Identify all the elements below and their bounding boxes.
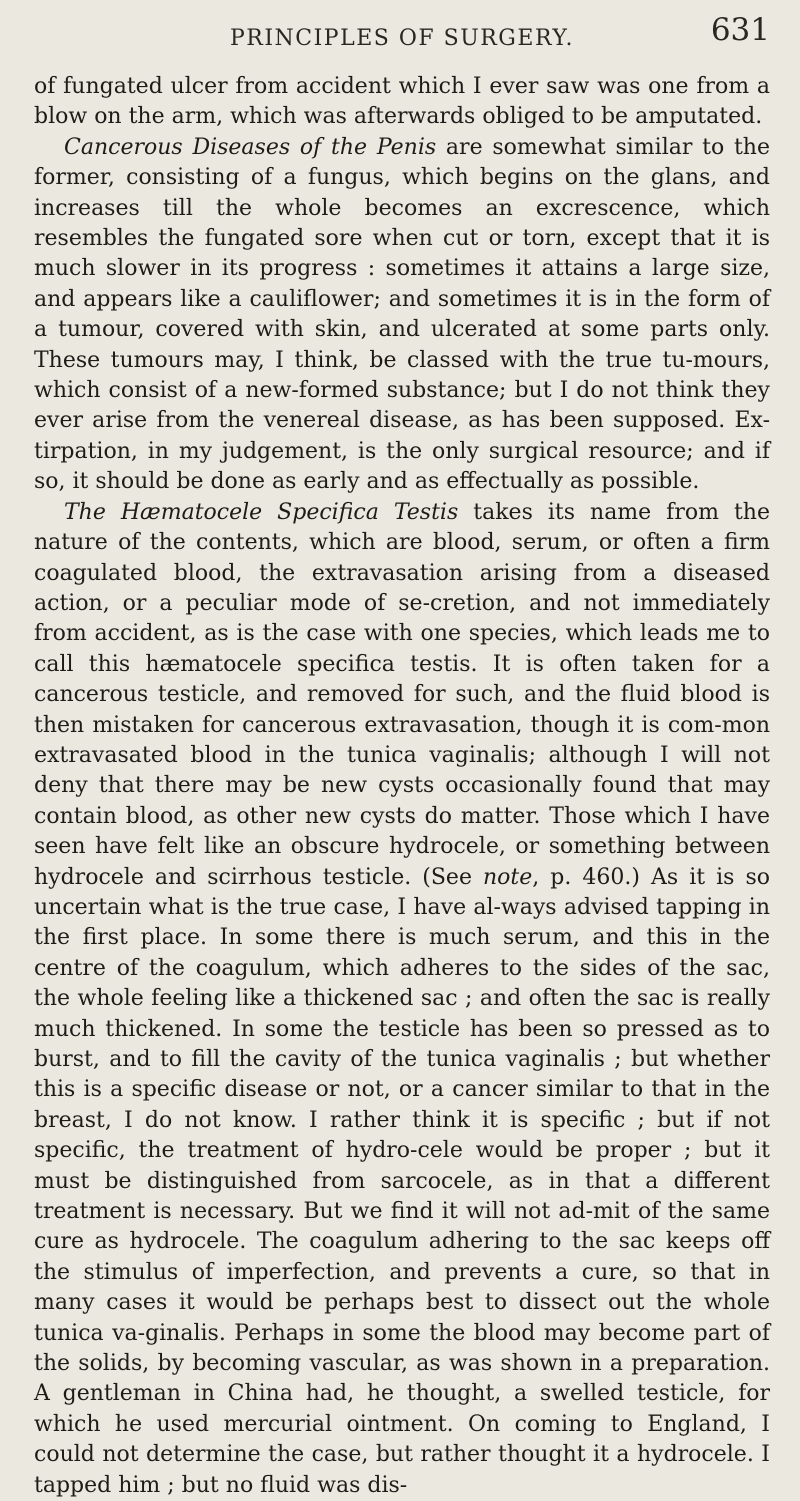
paragraph-haematocele [34, 498, 770, 1501]
body-text [34, 72, 770, 1501]
paragraph-cancerous-diseases-penis [34, 133, 770, 498]
text-segment: of fungated ulcer from accident which I ever saw was one from a blow on the arm, which was afterwards obliged to be amputated. [34, 74, 770, 130]
text-segment: , p. 460.) As it is so uncertain what is the true case, I have al-ways advised tapping in the first place. In some there is much serum, and this in the centre of the coagulum, which adheres to the sides of the sac, the whole feeling like a thickened sac ; and often the sac is really much thickened. In some the testicle has been so pressed as to burst, and to fill the cavity of the tunica vaginalis ; but whether this is a specific disease or not, or a cancer similar to that in the breast, I do not know. I rather think it is specific ; but if not specific, the treatment of hydro-cele would be proper ; but it must be distinguished from sarcocele, as in that a different treatment is necessary. But we find it will not ad-mit of the same cure as hydrocele. The coagulum adhering to the sac keeps off the stimulus of imperfection, and prevents a cure, so that in many cases it would be perhaps best to dissect out the whole tunica va-ginalis. Perhaps in some the blood may become part of the solids, by becoming vascular, as was shown in a preparation. A gentleman in China had, he thought, a swelled testicle, for which he used mercurial ointment. On coming to England, I could not determine the case, but rather thought it a hydrocele. I tapped him ; but no fluid was dis- [34, 864, 770, 1498]
section-heading-italic: Cancerous Diseases of the Penis [64, 134, 437, 160]
note-reference-italic: note [483, 864, 533, 890]
text-segment: takes its name from the nature of the contents, which are blood, serum, or often a firm coagulated blood, the extravasation arising from a diseased action, or a peculiar mode of se-cretion, and not immediately from accident, as is the case with one species, which leads me to call this hæmatocele specifica testis. It is often taken for a cancerous testicle, and removed for such, and the fluid blood is then mistaken for cancerous extravasation, though it is com-mon extravasated blood in the tunica vaginalis; although I will not deny that there may be new cysts occasionally found that may contain blood, as other new cysts do matter. Those which I have seen have felt like an obscure hydrocele, or something between hydrocele and scirrhous testicle. (See [34, 499, 770, 890]
section-heading-italic: The Hæmatocele Specifica Testis [64, 499, 459, 525]
text-segment: are somewhat similar to the former, consisting of a fungus, which begins on the glans, and increases till the whole becomes an excrescence, which resembles the fungated sore when cut or torn, except that it is much slower in its progress : sometimes it attains a large size, and appears like a cauliflower; and sometimes it is in the form of a tumour, covered with skin, and ulcerated at some parts only. These tumours may, I think, be classed with the true tu-mours, which consist of a new-formed substance; but I do not think they ever arise from the venereal disease, as has been supposed. Ex-tirpation, in my judgement, is the only surgical resource; and if so, it should be done as early and as effectually as possible. [34, 134, 770, 495]
paragraph-continuation [34, 72, 770, 133]
page-number: 631 [710, 12, 770, 48]
running-head: PRINCIPLES OF SURGERY. [229, 26, 575, 51]
page-header [34, 0, 770, 70]
